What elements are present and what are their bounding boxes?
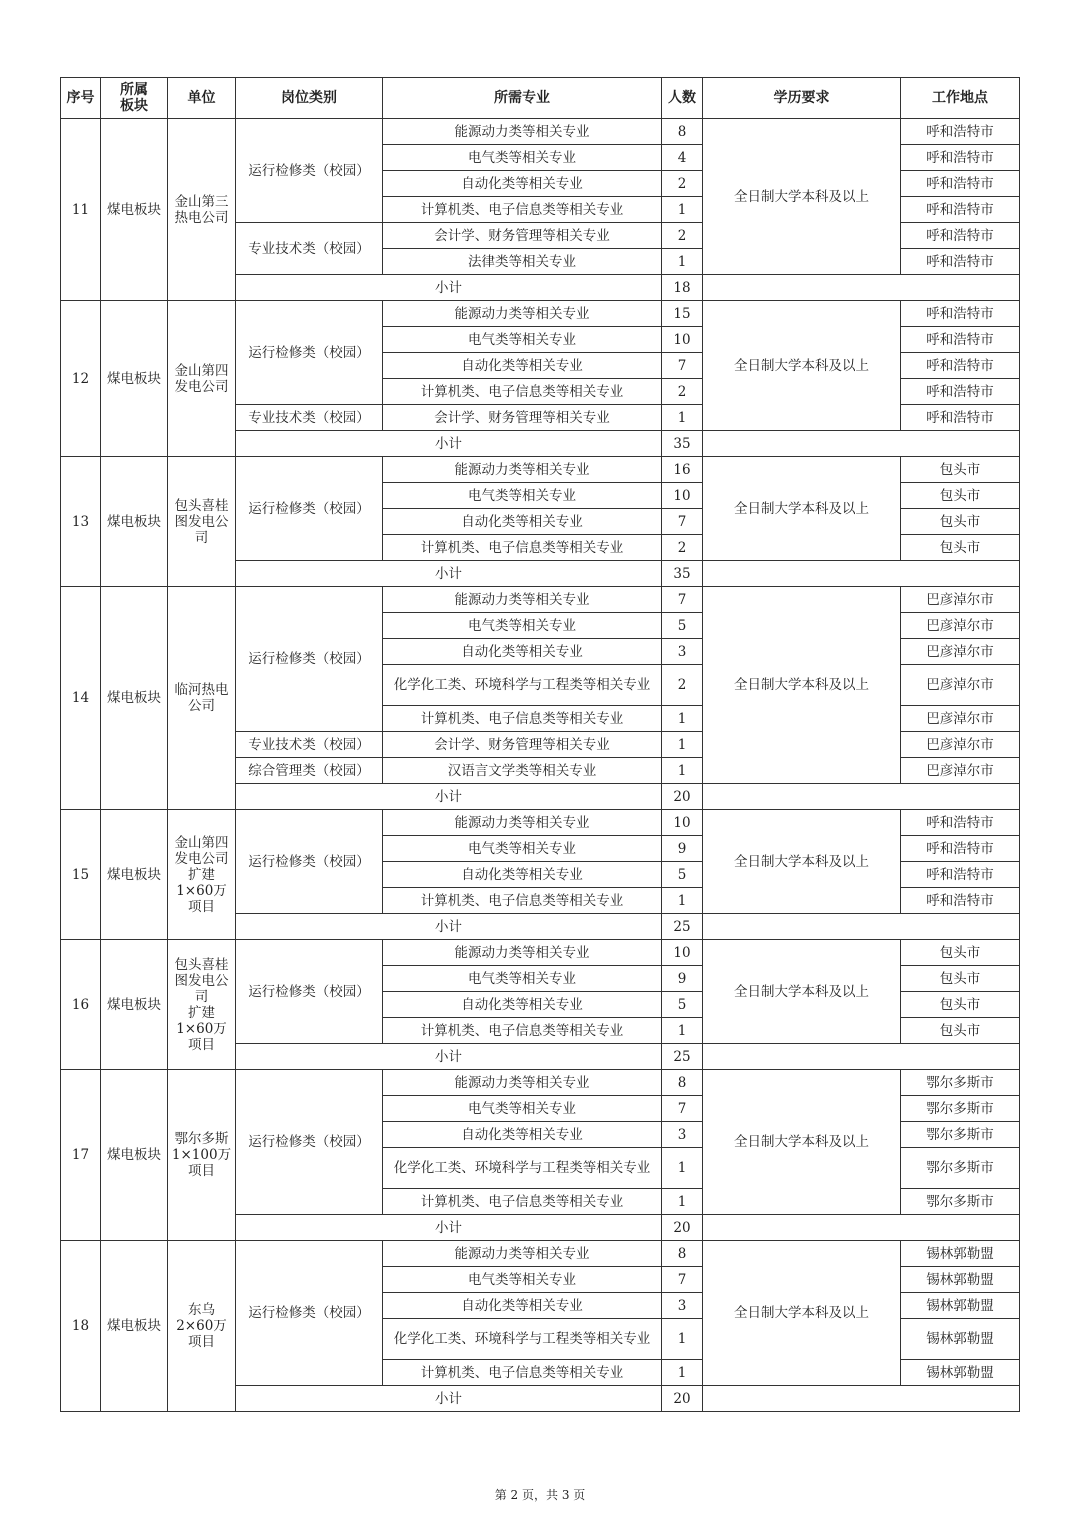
unit-cell: 东乌 2×60万 项目 (168, 1241, 236, 1412)
location-cell: 鄂尔多斯市 (901, 1122, 1020, 1148)
table-row (61, 1241, 1020, 1267)
location-cell: 呼和浩特市 (901, 301, 1020, 327)
education-cell: 全日制大学本科及以上 (703, 587, 901, 784)
location-cell: 呼和浩特市 (901, 353, 1020, 379)
count-cell: 1 (662, 1018, 703, 1044)
seq-cell: 12 (61, 301, 101, 457)
subtotal-label: 小计 (236, 1215, 662, 1241)
major-cell: 计算机类、电子信息类等相关专业 (383, 1189, 662, 1215)
count-cell: 1 (662, 1360, 703, 1386)
count-cell: 1 (662, 249, 703, 275)
location-cell: 呼和浩特市 (901, 810, 1020, 836)
subtotal-blank (703, 1044, 1020, 1070)
category-cell: 运行检修类（校园） (236, 119, 383, 223)
count-cell: 10 (662, 810, 703, 836)
location-cell: 包头市 (901, 1018, 1020, 1044)
major-cell: 计算机类、电子信息类等相关专业 (383, 1018, 662, 1044)
location-cell: 锡林郭勒盟 (901, 1319, 1020, 1360)
location-cell: 巴彦淖尔市 (901, 613, 1020, 639)
page-footer: 第 2 页，共 3 页 (494, 1488, 586, 1502)
subtotal-label: 小计 (236, 784, 662, 810)
count-cell: 9 (662, 836, 703, 862)
count-cell: 7 (662, 1096, 703, 1122)
seq-cell: 11 (61, 119, 101, 301)
education-cell: 全日制大学本科及以上 (703, 457, 901, 561)
location-cell: 巴彦淖尔市 (901, 706, 1020, 732)
major-cell: 自动化类等相关专业 (383, 1293, 662, 1319)
subtotal-blank (703, 561, 1020, 587)
subtotal-blank (703, 1215, 1020, 1241)
category-cell: 运行检修类（校园） (236, 1070, 383, 1215)
subtotal-blank (703, 431, 1020, 457)
count-cell: 1 (662, 758, 703, 784)
location-cell: 呼和浩特市 (901, 862, 1020, 888)
count-cell: 1 (662, 732, 703, 758)
major-cell: 自动化类等相关专业 (383, 353, 662, 379)
subtotal-label: 小计 (236, 1044, 662, 1070)
major-cell: 能源动力类等相关专业 (383, 119, 662, 145)
table-row (61, 457, 1020, 483)
location-cell: 包头市 (901, 457, 1020, 483)
location-cell: 呼和浩特市 (901, 223, 1020, 249)
major-cell: 电气类等相关专业 (383, 613, 662, 639)
header-major: 所需专业 (383, 78, 662, 119)
location-cell: 包头市 (901, 940, 1020, 966)
unit-cell: 鄂尔多斯 1×100万 项目 (168, 1070, 236, 1241)
major-cell: 能源动力类等相关专业 (383, 1070, 662, 1096)
count-cell: 8 (662, 1241, 703, 1267)
count-cell: 4 (662, 145, 703, 171)
location-cell: 包头市 (901, 483, 1020, 509)
count-cell: 1 (662, 405, 703, 431)
count-cell: 3 (662, 639, 703, 665)
location-cell: 鄂尔多斯市 (901, 1096, 1020, 1122)
major-cell: 计算机类、电子信息类等相关专业 (383, 888, 662, 914)
location-cell: 锡林郭勒盟 (901, 1360, 1020, 1386)
seq-cell: 13 (61, 457, 101, 587)
major-cell: 自动化类等相关专业 (383, 862, 662, 888)
seq-cell: 16 (61, 940, 101, 1070)
major-cell: 计算机类、电子信息类等相关专业 (383, 379, 662, 405)
count-cell: 5 (662, 862, 703, 888)
category-cell: 运行检修类（校园） (236, 587, 383, 732)
category-cell: 专业技术类（校园） (236, 732, 383, 758)
subtotal-blank (703, 784, 1020, 810)
education-cell: 全日制大学本科及以上 (703, 119, 901, 275)
location-cell: 呼和浩特市 (901, 405, 1020, 431)
location-cell: 包头市 (901, 509, 1020, 535)
table-row (61, 810, 1020, 836)
count-cell: 10 (662, 327, 703, 353)
location-cell: 呼和浩特市 (901, 249, 1020, 275)
subtotal-count: 25 (662, 914, 703, 940)
count-cell: 9 (662, 966, 703, 992)
unit-cell: 包头喜桂图发电公司 扩建 1×60万 项目 (168, 940, 236, 1070)
location-cell: 呼和浩特市 (901, 836, 1020, 862)
subtotal-blank (703, 1386, 1020, 1412)
location-cell: 鄂尔多斯市 (901, 1148, 1020, 1189)
location-cell: 包头市 (901, 535, 1020, 561)
count-cell: 15 (662, 301, 703, 327)
seq-cell: 17 (61, 1070, 101, 1241)
major-cell: 电气类等相关专业 (383, 327, 662, 353)
unit-cell: 临河热电公司 (168, 587, 236, 810)
major-cell: 化学化工类、环境科学与工程类等相关专业 (383, 665, 662, 706)
count-cell: 2 (662, 171, 703, 197)
location-cell: 呼和浩特市 (901, 888, 1020, 914)
major-cell: 计算机类、电子信息类等相关专业 (383, 1360, 662, 1386)
location-cell: 鄂尔多斯市 (901, 1189, 1020, 1215)
subtotal-blank (703, 275, 1020, 301)
count-cell: 3 (662, 1293, 703, 1319)
major-cell: 自动化类等相关专业 (383, 171, 662, 197)
header-row (61, 78, 1020, 119)
subtotal-blank (703, 914, 1020, 940)
major-cell: 化学化工类、环境科学与工程类等相关专业 (383, 1319, 662, 1360)
count-cell: 3 (662, 1122, 703, 1148)
sector-cell: 煤电板块 (101, 940, 168, 1070)
header-category: 岗位类别 (236, 78, 383, 119)
subtotal-count: 20 (662, 1386, 703, 1412)
major-cell: 汉语言文学类等相关专业 (383, 758, 662, 784)
education-cell: 全日制大学本科及以上 (703, 1070, 901, 1215)
major-cell: 能源动力类等相关专业 (383, 457, 662, 483)
major-cell: 会计学、财务管理等相关专业 (383, 223, 662, 249)
major-cell: 电气类等相关专业 (383, 836, 662, 862)
major-cell: 计算机类、电子信息类等相关专业 (383, 197, 662, 223)
count-cell: 2 (662, 379, 703, 405)
location-cell: 包头市 (901, 992, 1020, 1018)
count-cell: 2 (662, 665, 703, 706)
header-sector: 所属 板块 (101, 78, 168, 119)
subtotal-label: 小计 (236, 275, 662, 301)
major-cell: 自动化类等相关专业 (383, 992, 662, 1018)
location-cell: 巴彦淖尔市 (901, 665, 1020, 706)
location-cell: 呼和浩特市 (901, 327, 1020, 353)
education-cell: 全日制大学本科及以上 (703, 940, 901, 1044)
major-cell: 自动化类等相关专业 (383, 1122, 662, 1148)
count-cell: 1 (662, 1319, 703, 1360)
count-cell: 1 (662, 888, 703, 914)
header-seq: 序号 (61, 78, 101, 119)
count-cell: 1 (662, 1148, 703, 1189)
count-cell: 2 (662, 223, 703, 249)
count-cell: 2 (662, 535, 703, 561)
header-count: 人数 (662, 78, 703, 119)
education-cell: 全日制大学本科及以上 (703, 1241, 901, 1386)
table-row (61, 301, 1020, 327)
sector-cell: 煤电板块 (101, 119, 168, 301)
seq-cell: 14 (61, 587, 101, 810)
location-cell: 包头市 (901, 966, 1020, 992)
count-cell: 1 (662, 706, 703, 732)
count-cell: 7 (662, 509, 703, 535)
major-cell: 能源动力类等相关专业 (383, 940, 662, 966)
sector-cell: 煤电板块 (101, 301, 168, 457)
major-cell: 会计学、财务管理等相关专业 (383, 732, 662, 758)
subtotal-label: 小计 (236, 561, 662, 587)
location-cell: 巴彦淖尔市 (901, 732, 1020, 758)
count-cell: 8 (662, 119, 703, 145)
major-cell: 电气类等相关专业 (383, 966, 662, 992)
count-cell: 10 (662, 940, 703, 966)
location-cell: 鄂尔多斯市 (901, 1070, 1020, 1096)
major-cell: 自动化类等相关专业 (383, 639, 662, 665)
major-cell: 自动化类等相关专业 (383, 509, 662, 535)
sector-cell: 煤电板块 (101, 457, 168, 587)
subtotal-count: 35 (662, 561, 703, 587)
subtotal-count: 35 (662, 431, 703, 457)
table-row (61, 940, 1020, 966)
count-cell: 7 (662, 1267, 703, 1293)
unit-cell: 金山第四发电公司扩建 1×60万 项目 (168, 810, 236, 940)
header-education: 学历要求 (703, 78, 901, 119)
education-cell: 全日制大学本科及以上 (703, 810, 901, 914)
header-location: 工作地点 (901, 78, 1020, 119)
major-cell: 法律类等相关专业 (383, 249, 662, 275)
major-cell: 电气类等相关专业 (383, 1267, 662, 1293)
location-cell: 锡林郭勒盟 (901, 1267, 1020, 1293)
count-cell: 7 (662, 353, 703, 379)
count-cell: 16 (662, 457, 703, 483)
count-cell: 10 (662, 483, 703, 509)
count-cell: 5 (662, 613, 703, 639)
count-cell: 1 (662, 1189, 703, 1215)
sector-cell: 煤电板块 (101, 587, 168, 810)
major-cell: 能源动力类等相关专业 (383, 587, 662, 613)
unit-cell: 金山第四发电公司 (168, 301, 236, 457)
location-cell: 锡林郭勒盟 (901, 1241, 1020, 1267)
table-row (61, 119, 1020, 145)
count-cell: 7 (662, 587, 703, 613)
major-cell: 会计学、财务管理等相关专业 (383, 405, 662, 431)
location-cell: 呼和浩特市 (901, 197, 1020, 223)
major-cell: 计算机类、电子信息类等相关专业 (383, 706, 662, 732)
location-cell: 呼和浩特市 (901, 379, 1020, 405)
header-unit: 单位 (168, 78, 236, 119)
sector-cell: 煤电板块 (101, 1070, 168, 1241)
seq-cell: 15 (61, 810, 101, 940)
unit-cell: 包头喜桂图发电公司 (168, 457, 236, 587)
major-cell: 能源动力类等相关专业 (383, 301, 662, 327)
subtotal-count: 25 (662, 1044, 703, 1070)
major-cell: 计算机类、电子信息类等相关专业 (383, 535, 662, 561)
category-cell: 综合管理类（校园） (236, 758, 383, 784)
count-cell: 1 (662, 197, 703, 223)
category-cell: 运行检修类（校园） (236, 1241, 383, 1386)
sector-cell: 煤电板块 (101, 1241, 168, 1412)
location-cell: 巴彦淖尔市 (901, 639, 1020, 665)
unit-cell: 金山第三热电公司 (168, 119, 236, 301)
subtotal-count: 20 (662, 1215, 703, 1241)
subtotal-label: 小计 (236, 431, 662, 457)
category-cell: 运行检修类（校园） (236, 810, 383, 914)
location-cell: 呼和浩特市 (901, 119, 1020, 145)
category-cell: 运行检修类（校园） (236, 940, 383, 1044)
sector-cell: 煤电板块 (101, 810, 168, 940)
major-cell: 电气类等相关专业 (383, 145, 662, 171)
category-cell: 运行检修类（校园） (236, 457, 383, 561)
education-cell: 全日制大学本科及以上 (703, 301, 901, 431)
major-cell: 化学化工类、环境科学与工程类等相关专业 (383, 1148, 662, 1189)
recruitment-table (60, 77, 1020, 1412)
major-cell: 电气类等相关专业 (383, 483, 662, 509)
seq-cell: 18 (61, 1241, 101, 1412)
location-cell: 呼和浩特市 (901, 171, 1020, 197)
count-cell: 8 (662, 1070, 703, 1096)
subtotal-label: 小计 (236, 1386, 662, 1412)
subtotal-count: 18 (662, 275, 703, 301)
location-cell: 巴彦淖尔市 (901, 587, 1020, 613)
category-cell: 专业技术类（校园） (236, 405, 383, 431)
table-row (61, 587, 1020, 613)
location-cell: 锡林郭勒盟 (901, 1293, 1020, 1319)
major-cell: 能源动力类等相关专业 (383, 810, 662, 836)
subtotal-count: 20 (662, 784, 703, 810)
category-cell: 运行检修类（校园） (236, 301, 383, 405)
location-cell: 呼和浩特市 (901, 145, 1020, 171)
major-cell: 能源动力类等相关专业 (383, 1241, 662, 1267)
location-cell: 巴彦淖尔市 (901, 758, 1020, 784)
count-cell: 5 (662, 992, 703, 1018)
table-body (61, 119, 1020, 1412)
table-row (61, 1070, 1020, 1096)
subtotal-label: 小计 (236, 914, 662, 940)
major-cell: 电气类等相关专业 (383, 1096, 662, 1122)
category-cell: 专业技术类（校园） (236, 223, 383, 275)
